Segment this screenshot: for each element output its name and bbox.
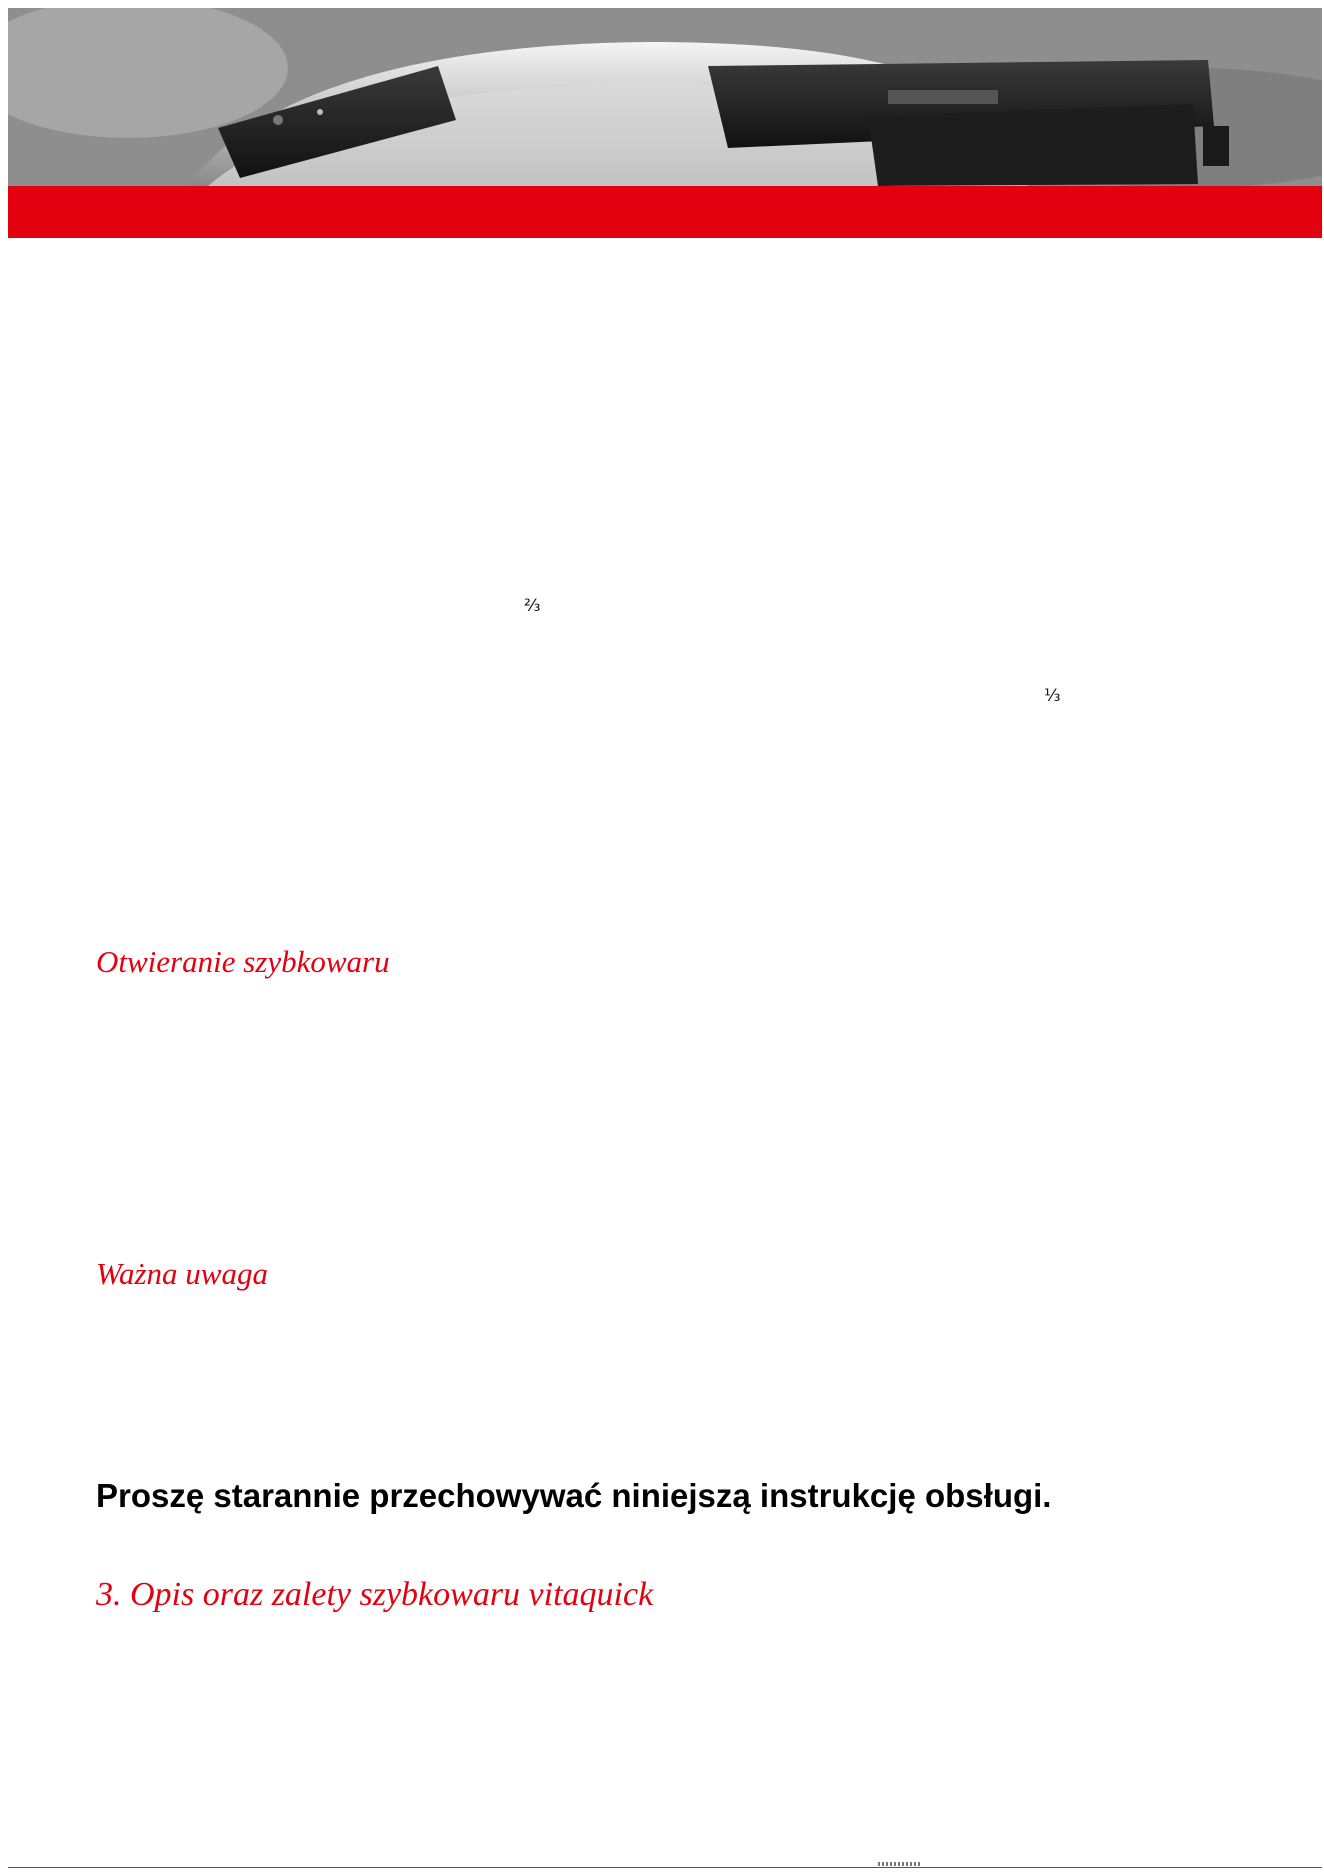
heading-description-advantages: 3. Opis oraz zalety szybkowaru vitaquick — [96, 1576, 654, 1613]
red-header-band — [8, 186, 1322, 238]
fraction-two-thirds: ⅔ — [524, 596, 541, 616]
header-photo — [8, 8, 1322, 186]
footer-mark — [878, 1862, 922, 1866]
keep-instructions-notice: Proszę starannie przechowywać niniejszą instrukcję obsługi. — [96, 1477, 1052, 1514]
heading-important-note: Ważna uwaga — [96, 1256, 268, 1291]
heading-opening-cooker: Otwieranie szybkowaru — [96, 944, 390, 979]
fraction-one-third: ⅓ — [1044, 686, 1061, 706]
pressure-cooker-illustration — [8, 8, 1322, 186]
footer-rule — [8, 1867, 1322, 1868]
